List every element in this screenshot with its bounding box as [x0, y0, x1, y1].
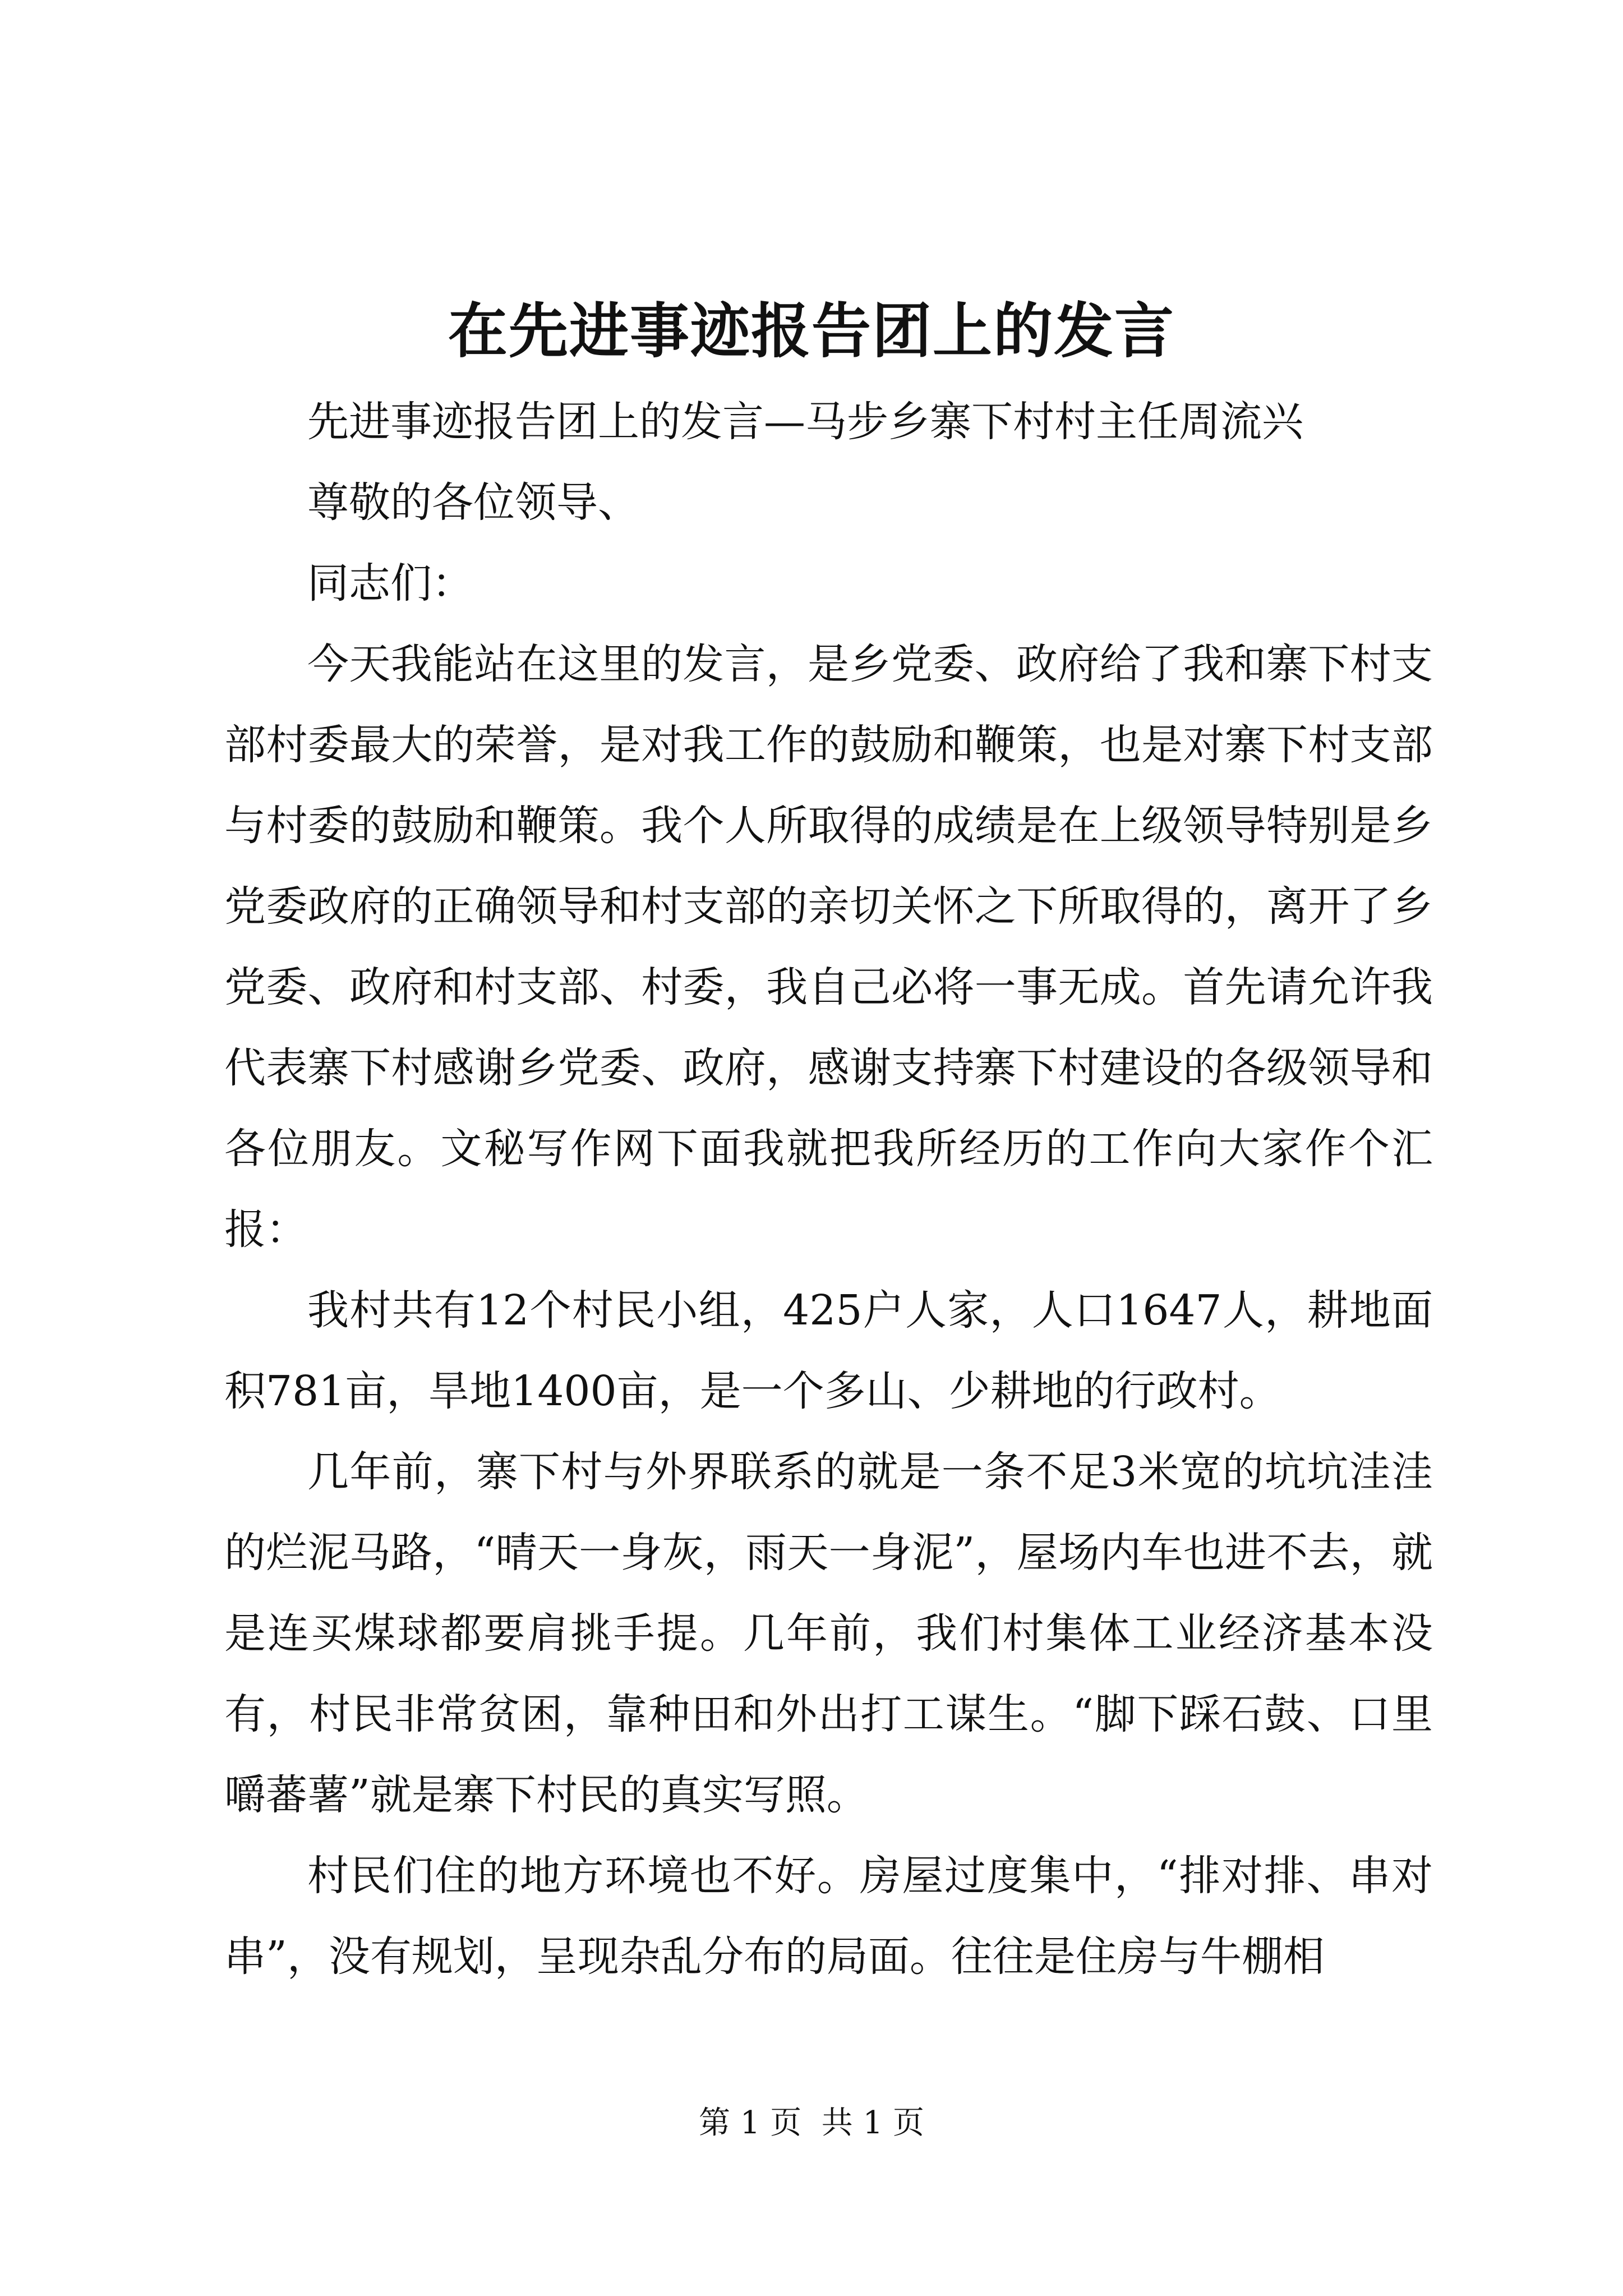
paragraph-living-environment: 村民们住的地方环境也不好。房屋过度集中，“排对排、串对串”，没有规划，呈现杂乱分布的局面。往往是住房与牛棚相: [224, 1852, 1433, 1981]
paragraph-village-stats: 我村共有12个村民小组，425户人家，人口1647人，耕地面积781亩，旱地1400亩，是一个多山、少耕地的行政村。: [224, 1286, 1433, 1415]
paragraph-road-history: 几年前，寨下村与外界联系的就是一条不足3米宽的坑坑洼洼的烂泥马路，“晴天一身灰，雨天一身泥”，屋场内车也进不去，就是连买煤球都要肩挑手提。几年前，我们村集体工业经济基本没有，村民非常贫困，靠种田和外出打工谋生。“脚下踩石鼓、口里嚼蕃薯”就是寨下村民的真实写照。: [224, 1448, 1433, 1819]
paragraph-opening: 今天我能站在这里的发言，是乡党委、政府给了我和寨下村支部村委最大的荣誉，是对我工作的鼓励和鞭策，也是对寨下村支部与村委的鼓励和鞭策。我个人所取得的成绩是在上级领导特别是乡党委政府的正确领导和村支部的亲切关怀之下所取得的，离开了乡党委、政府和村支部、村委，我自己必将一事无成。首先请允许我代表寨下村感谢乡党委、政府，感谢支持寨下村建设的各级领导和各位朋友。文秘写作网下面我就把我所经历的工作向大家作个汇报：: [224, 640, 1433, 1254]
paragraph-salutation-1: 尊敬的各位领导、: [307, 478, 639, 527]
document-body: [224, 381, 1433, 1997]
document-title: 在先进事迹报告团上的发言: [448, 296, 1175, 366]
paragraph-subtitle: 先进事迹报告团上的发言—马步乡寨下村村主任周流兴: [307, 398, 1303, 446]
page-footer: 第 1 页 共 1 页: [698, 2105, 925, 2141]
paragraph-salutation-2: 同志们：: [307, 559, 473, 608]
